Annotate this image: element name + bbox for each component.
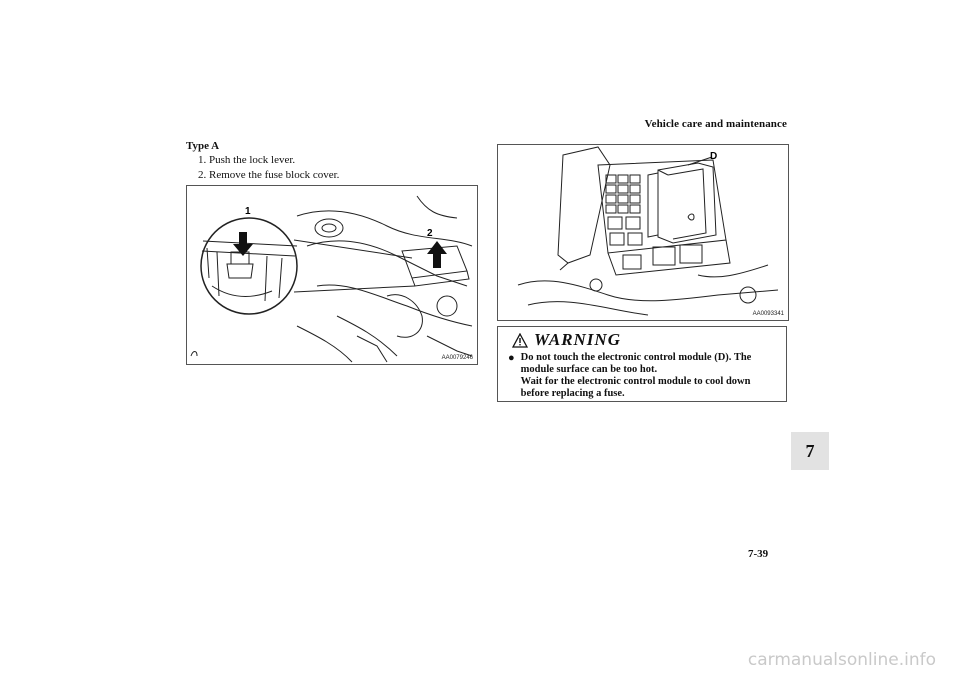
warning-triangle-icon — [512, 333, 528, 348]
fuse-box-line-drawing — [498, 145, 788, 320]
warning-title-row — [512, 330, 786, 350]
watermark: carmanualsonline.info — [747, 650, 936, 670]
instructions — [186, 140, 476, 184]
warning-line-2: Wait for the electronic control module to cool down before replacing a fuse. — [520, 376, 751, 399]
callout-2: 2 — [427, 228, 433, 239]
figure-code: AA0093341 — [752, 311, 784, 317]
arrow-up-icon — [427, 241, 447, 268]
callout-d: D — [710, 151, 718, 162]
electronic-control-module-illustration — [497, 144, 789, 321]
step-2: 2. Remove the fuse block cover. — [198, 169, 340, 181]
warning-line-1: Do not touch the electronic control module (D). The module surface can be too hot. — [520, 352, 752, 375]
engine-bay-line-drawing — [187, 186, 477, 364]
step-1: 1. Push the lock lever. — [198, 154, 296, 166]
type-heading: Type A — [186, 140, 220, 152]
page-number: 7-39 — [748, 548, 769, 560]
bullet-icon: ● — [508, 352, 515, 364]
warning-title: WARNING — [534, 330, 621, 349]
fuse-block-cover-illustration — [186, 185, 478, 365]
callout-1: 1 — [245, 206, 251, 217]
figure-code: AA0079246 — [441, 355, 473, 361]
section-header: Vehicle care and maintenance — [644, 118, 787, 130]
warning-box — [497, 326, 787, 402]
chapter-tab: 7 — [791, 432, 829, 470]
warning-body — [508, 352, 778, 400]
